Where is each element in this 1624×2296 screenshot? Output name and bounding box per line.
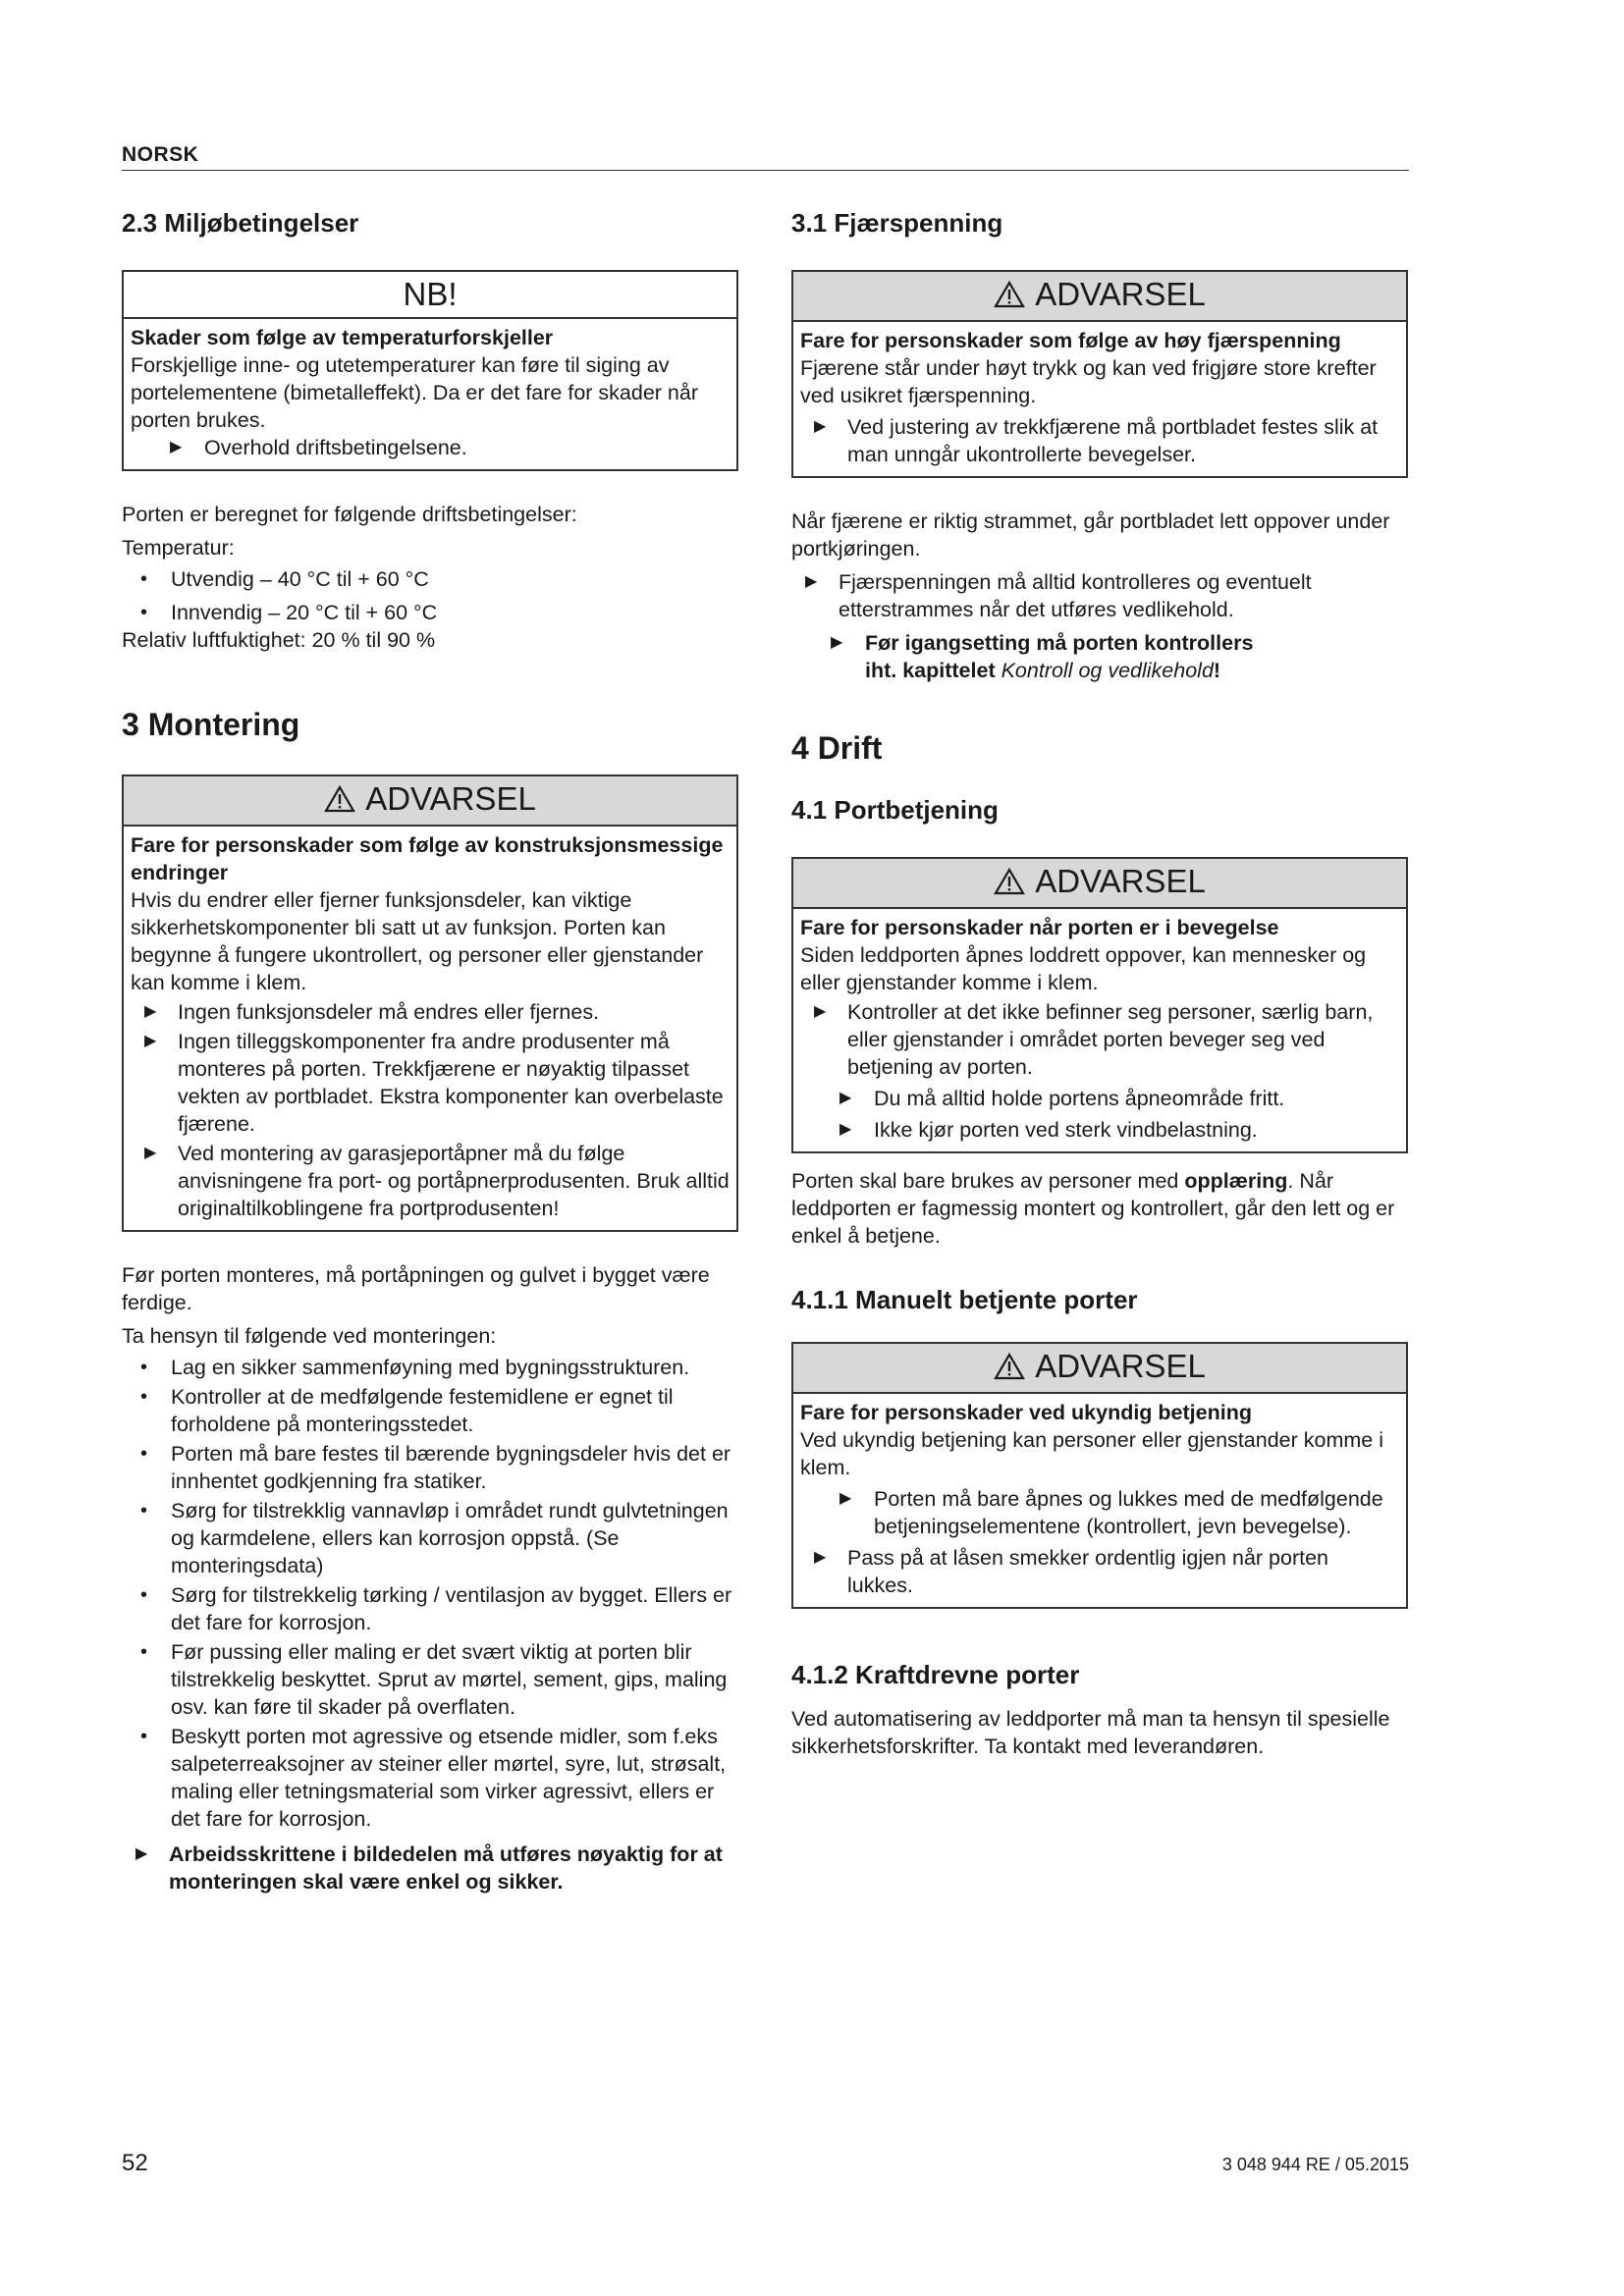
warning-box-movement	[791, 857, 1408, 1153]
humidity-text: Relativ luftfuktighet: 20 % til 90 %	[122, 628, 436, 652]
warning-item: ▶ Ingen tilleggskomponenter fra andre produsenter må monteres på porten. Trekkfjærene er nøyaktig tilpasset vekten av portbladet. Ekstra komponenter kan overbelaste fjærene.	[144, 1030, 724, 1136]
warning-heading: Fare for personskader som følge av konstruksjonsmessige endringer	[131, 833, 724, 884]
arrow-icon: ▶	[839, 1121, 852, 1138]
chapter-reference: Kontroll og vedlikehold	[1001, 659, 1214, 682]
section-3-title: 3 Montering	[122, 707, 300, 742]
section-2-3-title: 2.3 Miljøbetingelser	[122, 208, 359, 238]
list-item: • Lag en sikker sammenføyning med bygningsstrukturen.	[140, 1356, 690, 1379]
nb-box-title: NB!	[124, 272, 736, 319]
section-4-1-1-title: 4.1.1 Manuelt betjente porter	[791, 1285, 1138, 1314]
nb-box-heading: Skader som følge av temperaturforskjeller	[131, 326, 554, 349]
arrow-icon: ▶	[805, 573, 818, 590]
montering-final-instruction: ▶ Arbeidsskrittene i bildedelen må utføres nøyaktig for at monteringen skal være enkel og sikker.	[135, 1842, 723, 1894]
arrow-icon: ▶	[839, 1490, 852, 1507]
list-item: • Kontroller at de medfølgende festemidlene er egnet til forholdene på monteringsstedet.	[140, 1385, 674, 1436]
arrow-icon: ▶	[831, 634, 843, 651]
warning-text: Hvis du endrer eller fjerner funksjonsdeler, kan viktige sikkerhetskomponenter bli satt ut av funksjon. Porten kan begynne å fungere ukontrollert, og personer eller gjenstander kan komme i klem.	[131, 888, 704, 994]
nb-notice-box	[122, 270, 738, 471]
warning-box-manual	[791, 1342, 1408, 1609]
warning-text: Ved ukyndig betjening kan personer eller gjenstander komme i klem.	[800, 1428, 1384, 1479]
header-rule	[122, 170, 1409, 171]
arrow-icon: ▶	[170, 439, 183, 455]
warning-item: ▶ Kontroller at det ikke befinner seg personer, særlig barn, eller gjenstander i området porten beveger seg ved betjening av porten.	[814, 1000, 1374, 1079]
list-item: • Sørg for tilstrekklig vannavløp i området rundt gulvtetningen og karmdelene, ellers kan korrosjon oppstå. (Se monteringsdata)	[140, 1499, 729, 1577]
warning-item: ▶ Pass på at låsen smekker ordentlig igjen når porten lukkes.	[814, 1546, 1328, 1597]
nb-box-text: Forskjellige inne- og utetemperaturer kan føre til siging av portelementene (bimetalleffekt). Da er det fare for skader når porten brukes.	[131, 353, 699, 432]
warning-triangle-icon	[994, 862, 1025, 907]
warning-triangle-icon	[994, 275, 1025, 320]
warning-heading: Fare for personskader ved ukyndig betjening	[800, 1401, 1252, 1424]
arrow-icon: ▶	[839, 1090, 852, 1106]
warning-subitem: ▶ Du må alltid holde portens åpneområde fritt.	[839, 1087, 1285, 1110]
warning-heading: Fare for personskader som følge av høy fjærspenning	[800, 329, 1341, 352]
temperature-list	[122, 565, 738, 626]
section-4-1-title: 4.1 Portbetjening	[791, 795, 999, 825]
section-3-1-title: 3.1 Fjærspenning	[791, 208, 1003, 238]
warning-subitem: ▶ Ikke kjør porten ved sterk vindbelastning.	[839, 1118, 1258, 1142]
list-item: • Utvendig – 40 °C til + 60 °C	[140, 567, 429, 591]
montering-paragraph-2: Ta hensyn til følgende ved monteringen:	[122, 1324, 497, 1348]
warning-heading: Fare for personskader når porten er i bevegelse	[800, 916, 1279, 939]
arrow-icon: ▶	[814, 418, 827, 435]
list-item: • Sørg for tilstrekkelig tørking / ventilasjon av bygget. Ellers er det fare for korrosjon.	[140, 1583, 732, 1634]
warning-box-title: ADVARSEL	[793, 272, 1406, 322]
arrow-icon: ▶	[144, 1033, 157, 1049]
list-item: • Beskytt porten mot agressive og etsende midler, som f.eks salpeterreaksojner av steiner eller mørtel, syre, lut, strøsalt, maling eller tetningsmaterial som virker agressivt, ellers er det fare for korrosjon.	[140, 1725, 727, 1831]
warning-box-montering	[122, 774, 738, 1232]
warning-box-title: ADVARSEL	[793, 1344, 1406, 1394]
section-4-1-2-title: 4.1.2 Kraftdrevne porter	[791, 1660, 1080, 1689]
warning-item: ▶ Ingen funksjonsdeler må endres eller fjernes.	[144, 1000, 600, 1024]
spring-paragraph: Når fjærene er riktig strammet, går portbladet lett oppover under portkjøringen.	[791, 509, 1390, 561]
warning-item: ▶ Ved justering av trekkfjærene må portbladet festes slik at man unngår ukontrollerte bevegelser.	[814, 415, 1379, 466]
warning-item: ▶ Ved montering av garasjeportåpner må du følge anvisningene fra port- og portåpnerprodusenten. Bruk alltid originaltilkoblingene fra portprodusenten!	[144, 1142, 730, 1220]
montering-paragraph-1: Før porten monteres, må portåpningen og gulvet i bygget være ferdige.	[122, 1263, 710, 1314]
arrow-icon: ▶	[144, 1145, 157, 1161]
arrow-icon: ▶	[814, 1549, 827, 1566]
warning-triangle-icon	[994, 1347, 1025, 1392]
spring-check-instruction: ▶ Før igangsetting må porten kontrollers iht. kapittelet Kontroll og vedlikehold!	[831, 631, 1254, 682]
nb-box-action: ▶ Overhold driftsbetingelsene.	[170, 436, 467, 459]
section-4-title: 4 Drift	[791, 730, 883, 766]
temperature-label: Temperatur:	[122, 536, 235, 560]
warning-triangle-icon	[324, 779, 355, 825]
powered-doors-paragraph: Ved automatisering av leddporter må man ta hensyn til spesielle sikkerhetsforskrifter. Ta kontakt med leverandøren.	[791, 1707, 1390, 1758]
arrow-icon: ▶	[814, 1003, 827, 1020]
list-item: • Før pussing eller maling er det svært viktig at porten blir tilstrekkelig beskyttet. Sprut av mørtel, sement, gips, maling osv. kan føre til skader på overflaten.	[140, 1640, 728, 1719]
page-number: 52	[122, 2150, 148, 2176]
conditions-intro: Porten er beregnet for følgende driftsbetingelser:	[122, 503, 577, 526]
left-column	[122, 206, 738, 1896]
montering-bullet-list	[122, 1354, 738, 1833]
document-id: 3 048 944 RE / 05.2015	[1221, 2155, 1409, 2174]
warning-box-title: ADVARSEL	[793, 859, 1406, 909]
operation-paragraph: Porten skal bare brukes av personer med opplæring. Når leddporten er fagmessig montert og kontrollert, går den lett og er enkel å betjene.	[791, 1169, 1395, 1248]
list-item: • Innvendig – 20 °C til + 60 °C	[140, 601, 438, 624]
warning-box-title: ADVARSEL	[124, 776, 736, 827]
warning-subitem: ▶ Porten må bare åpnes og lukkes med de medfølgende betjeningselementene (kontrollert, jevn bevegelse).	[839, 1487, 1383, 1538]
list-item: • Porten må bare festes til bærende bygningsdeler hvis det er innhentet godkjenning fra statiker.	[140, 1442, 731, 1493]
warning-box-spring	[791, 270, 1408, 478]
right-column	[791, 206, 1408, 1760]
language-header: NORSK	[122, 143, 199, 166]
warning-text: Fjærene står under høyt trykk og kan ved frigjøre store krefter ved usikret fjærspenning.	[800, 356, 1377, 407]
warning-text: Siden leddporten åpnes loddrett oppover, kan mennesker og eller gjenstander komme i klem.	[800, 943, 1367, 994]
arrow-icon: ▶	[135, 1845, 148, 1862]
arrow-icon: ▶	[144, 1003, 157, 1020]
spring-instruction: ▶ Fjærspenningen må alltid kontrolleres og eventuelt etterstrammes når det utføres vedlikehold.	[805, 570, 1312, 621]
